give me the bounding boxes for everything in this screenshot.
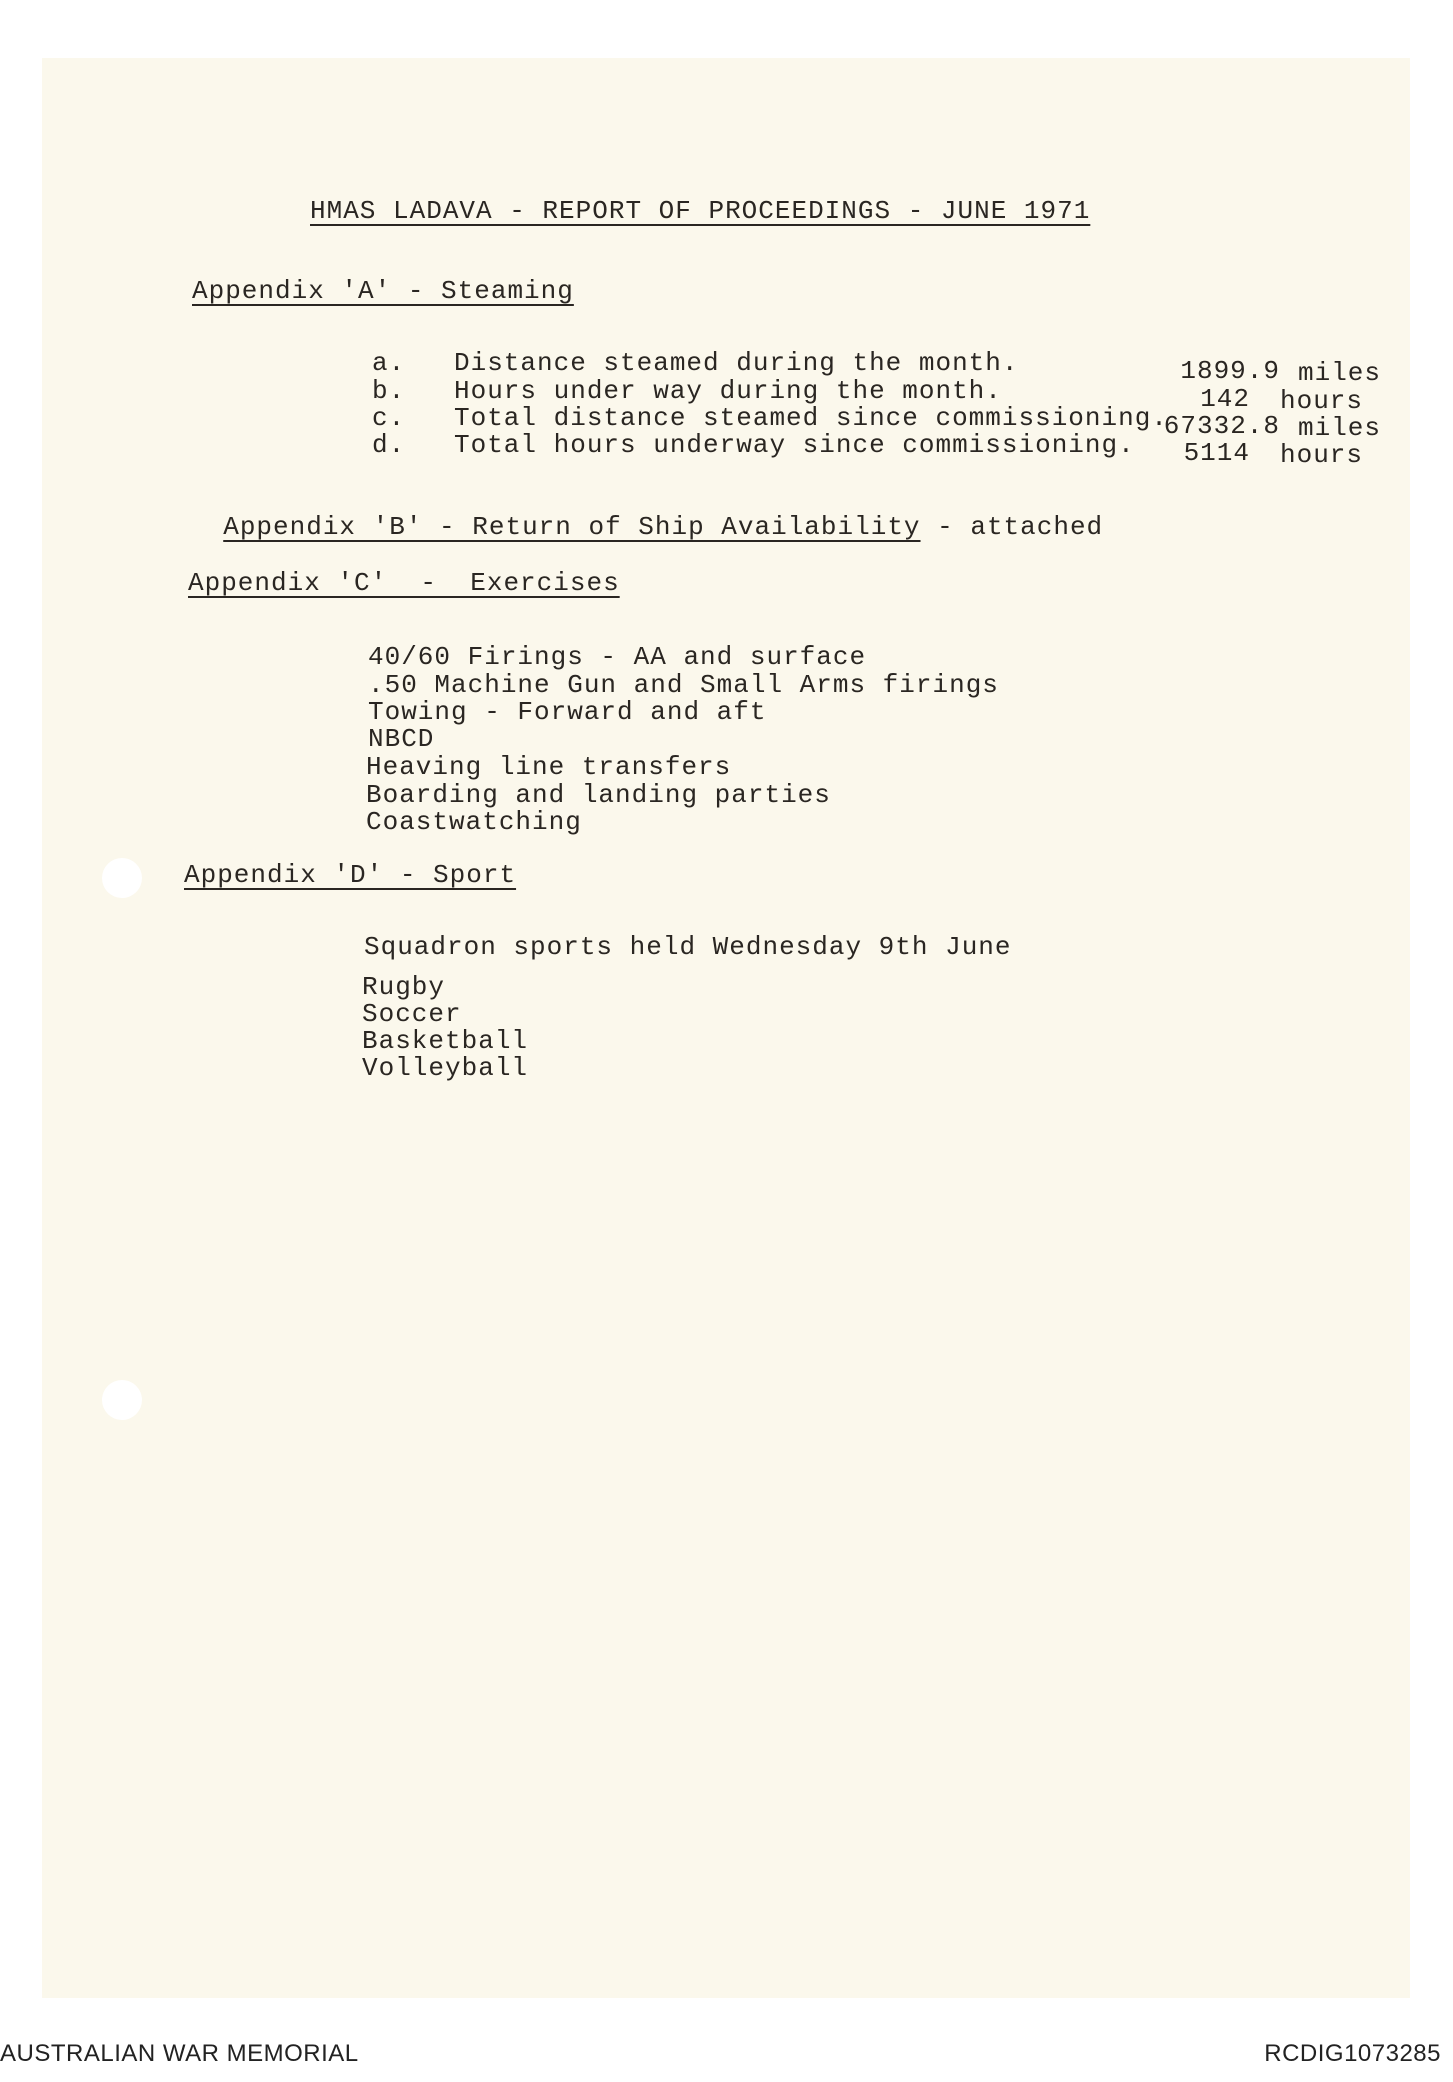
item-value: 1899.9	[1180, 356, 1280, 386]
list-item: Coastwatching	[366, 807, 582, 837]
item-value: 67332.8	[1163, 411, 1280, 441]
list-item: Basketball	[362, 1026, 529, 1056]
item-unit: hours	[1280, 386, 1364, 416]
list-item: Volleyball	[362, 1053, 529, 1083]
item-unit: hours	[1280, 440, 1364, 470]
item-text: Total distance steamed since commissioning.	[454, 403, 1168, 433]
appendix-a-heading: Appendix 'A' - Steaming	[192, 276, 574, 306]
list-item: NBCD	[368, 724, 435, 754]
item-value: 142	[1200, 384, 1250, 414]
appendix-b-line	[190, 488, 1103, 540]
list-item: Heaving line transfers	[366, 752, 732, 782]
appendix-c-heading: Appendix 'C' - Exercises	[188, 568, 620, 598]
list-item: 40/60 Firings - AA and surface	[368, 642, 867, 672]
item-unit: miles	[1298, 413, 1382, 443]
footer-left: AUSTRALIAN WAR MEMORIAL	[0, 2040, 359, 2067]
item-text: Total hours underway since commissioning.	[454, 430, 1135, 460]
list-item: .50 Machine Gun and Small Arms firings	[368, 670, 999, 700]
punch-hole-top	[102, 858, 142, 898]
appendix-b-suffix: - attached	[920, 512, 1104, 542]
list-item: Towing - Forward and aft	[368, 697, 767, 727]
document-title: HMAS LADAVA - REPORT OF PROCEEDINGS - JUNE 1971	[310, 196, 1091, 226]
item-letter: c.	[372, 403, 406, 433]
item-text: Distance steamed during the month.	[454, 348, 1019, 378]
item-value: 5114	[1183, 438, 1250, 468]
item-letter: b.	[372, 376, 406, 406]
appendix-d-intro: Squadron sports held Wednesday 9th June	[364, 932, 1012, 962]
item-text: Hours under way during the month.	[454, 376, 1002, 406]
list-item: Rugby	[362, 972, 446, 1002]
item-letter: d.	[372, 430, 406, 460]
list-item: Boarding and landing parties	[366, 780, 831, 810]
punch-hole-bottom	[102, 1380, 142, 1420]
appendix-d-heading: Appendix 'D' - Sport	[184, 860, 517, 890]
item-letter: a.	[372, 348, 406, 378]
footer-right: RCDIG1073285	[1264, 2040, 1441, 2067]
appendix-b-heading: Appendix 'B' - Return of Ship Availability	[223, 512, 921, 542]
list-item: Soccer	[362, 999, 462, 1029]
item-unit: miles	[1298, 358, 1382, 388]
